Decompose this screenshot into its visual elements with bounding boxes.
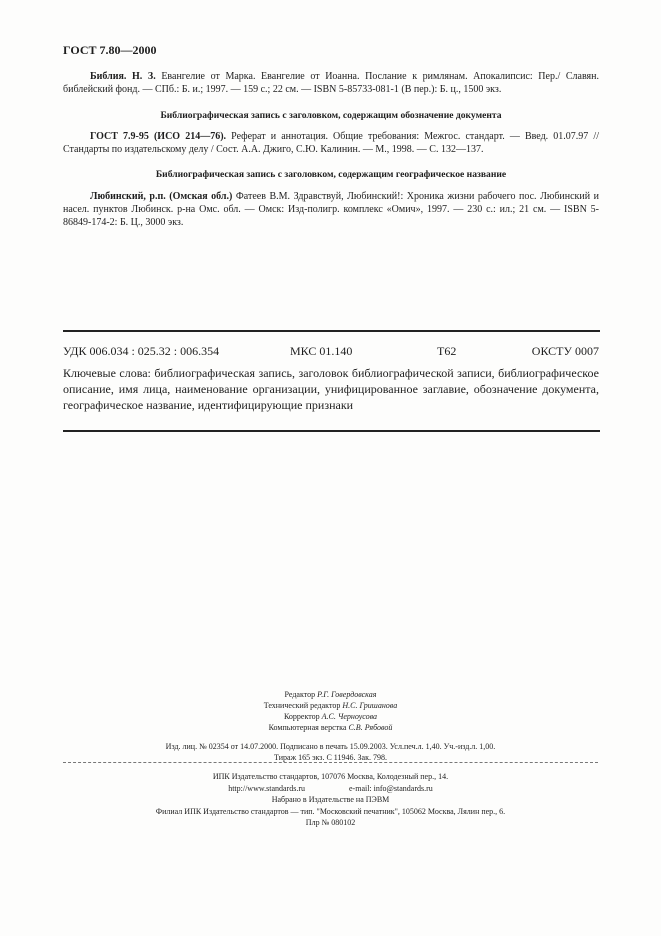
entry-heading: Библия. Н. З.	[90, 71, 156, 82]
corrector-name: А.С. Черноусова	[321, 712, 378, 721]
group-code: Т62	[437, 344, 457, 358]
entry-text: Евангелие от Марка. Евангелие от Иоанна. Послание к римлянам. Апокалипсис: Пер./ Славян. библейский фонд. — СПб.: Б. и.; 1997. — 159 с.; 22 см. — ISBN 5-85733-081-1 (В пер.): Б. ц., 1500 экз.	[63, 71, 600, 95]
example-geographic-entry	[63, 190, 599, 229]
entry-heading: ГОСТ 7.9-95 (ИСО 214—76).	[90, 131, 227, 142]
standard-title: ГОСТ 7.80—2000	[63, 43, 157, 57]
license-line: Изд. лиц. № 02354 от 14.07.2000. Подписано в печать 15.09.2003. Усл.печ.л. 1,40. Уч.-изд.л. 1,00.	[165, 742, 496, 751]
typeset-note: Набрано в Издательстве на ПЭВМ	[271, 795, 390, 804]
layout-name: С.В. Рябовой	[348, 723, 393, 732]
imprint-layout	[0, 722, 661, 733]
section-heading-geographic: Библиографическая запись с заголовком, содержащим географическое название	[155, 169, 507, 180]
top-rule	[63, 330, 600, 332]
entry-text: Реферат и аннотация. Общие требования: Межгос. стандарт. — Введ. 01.07.97 // Стандарты по издательскому делу / Сост. А.А. Джиго, С.Ю. Калинин. — М., 1998. — С. 132—137.	[63, 131, 599, 155]
example-bible-entry	[63, 70, 599, 96]
editor-name: Р.Г. Говердовская	[317, 690, 377, 699]
mks-code: МКС 01.140	[290, 344, 353, 358]
publisher-block	[0, 771, 661, 829]
example-gost-entry	[63, 130, 599, 156]
layout-role: Компьютерная верстка	[268, 723, 349, 732]
print-run-line: Тираж 165 экз. С 11946. Зак. 798.	[274, 753, 387, 762]
tech-editor-role: Технический редактор	[263, 701, 343, 710]
publisher-contacts	[0, 783, 661, 795]
imprint-editor	[0, 689, 661, 700]
corrector-role: Корректор	[283, 712, 322, 721]
udk-code: УДК 006.034 : 025.32 : 006.354	[63, 344, 220, 358]
imprint-corrector	[0, 711, 661, 722]
dashed-separator	[63, 762, 598, 763]
printing-branch: Филиал ИПК Издательство стандартов — тип. "Московский печатник", 105062 Москва, Лялин пер., 6.	[155, 806, 506, 816]
editor-role: Редактор	[284, 690, 318, 699]
publisher-website: http://www.standards.ru	[228, 783, 305, 793]
printing-license: Плр № 080102	[305, 818, 356, 827]
tech-editor-name: Н.С. Гришанова	[342, 701, 398, 710]
entry-heading: Любинский, р.п. (Омская обл.)	[90, 191, 233, 202]
bottom-rule	[63, 430, 600, 432]
imprint-tech-editor	[0, 700, 661, 711]
section-heading-document: Библиографическая запись с заголовком, содержащим обозначение документа	[160, 110, 502, 121]
publisher-email: e-mail: info@standards.ru	[349, 783, 433, 793]
okstu-code: ОКСТУ 0007	[531, 344, 599, 358]
publisher-address: ИПК Издательство стандартов, 107076 Москва, Колодезный пер., 14.	[212, 772, 449, 781]
entry-text: Фатеев В.М. Здравствуй, Любинский!: Хроника жизни рабочего пос. Любинский и насел. пунктов Любинск. р-на Омс. обл. — Омск: Изд-полигр. комплекс «Омич», 1997. — 230 с.: ил.; 21 см. — ISBN 5-86849-174-2: Б. Ц., 3000 экз.	[63, 191, 600, 228]
keywords: Ключевые слова: библиографическая запись, заголовок библиографической записи, библиографическое описание, имя лица, наименование организации, унифицированное заглавие, обозначение документа, географическое название, идентифицирующие признаки	[63, 366, 599, 412]
